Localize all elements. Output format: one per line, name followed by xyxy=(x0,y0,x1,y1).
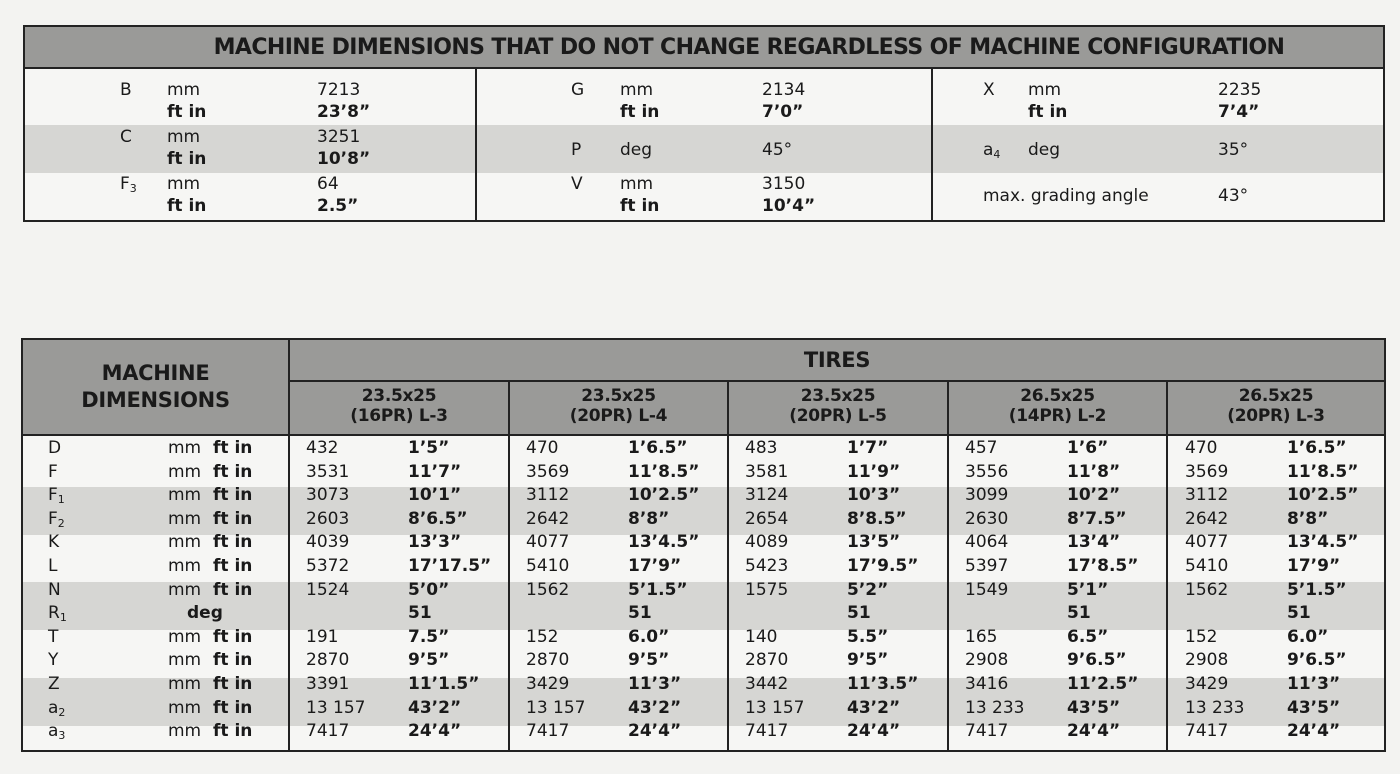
max-grading-angle-value: 43° xyxy=(1218,186,1249,206)
value-ftin: 6.5” xyxy=(1067,626,1109,647)
unit-mm: mm xyxy=(167,127,201,147)
value-mm: 2870 xyxy=(526,650,570,671)
value-mm: 432 xyxy=(306,438,339,458)
value-ftin: 10’2” xyxy=(1067,485,1121,506)
value-deg: 45° xyxy=(762,140,793,160)
unit-mm: mm xyxy=(168,579,202,600)
unit-ftin: ft in xyxy=(213,721,253,742)
unit-ftin: ft in xyxy=(167,196,207,216)
dimension-symbol: $a_2$ xyxy=(48,697,66,719)
value-ftin: 17’9” xyxy=(1287,556,1341,576)
column-divider xyxy=(1166,382,1168,750)
value-mm: 7417 xyxy=(526,721,570,742)
value-mm: 5397 xyxy=(965,556,1009,576)
value-mm: 4077 xyxy=(1185,532,1229,553)
value-ftin: 11’3” xyxy=(1287,674,1341,694)
value-ftin: 5’1.5” xyxy=(628,579,688,600)
column-divider xyxy=(727,382,729,750)
value-ftin: 11’8.5” xyxy=(1287,461,1359,482)
unit-ftin: ft in xyxy=(213,532,253,553)
value-ftin: 6.0” xyxy=(1287,626,1329,647)
tire-header-5: 26.5x25 (20PR) L-3 xyxy=(1227,386,1325,426)
value-mm: 2870 xyxy=(306,650,350,671)
value-ftin: 1’5” xyxy=(408,438,450,458)
value-mm: 3429 xyxy=(526,674,570,694)
max-grading-angle-label: max. grading angle xyxy=(983,186,1149,206)
value-mm: 4039 xyxy=(306,532,350,553)
unit-mm: mm xyxy=(167,80,201,100)
value-mm: 3251 xyxy=(317,127,361,147)
unit-mm: mm xyxy=(168,697,202,718)
unit-mm: mm xyxy=(620,80,654,100)
value-ftin: 43’2” xyxy=(628,697,682,718)
value-mm: 3531 xyxy=(306,461,350,482)
value-mm: 2654 xyxy=(745,508,789,529)
value-ftin: 11’8” xyxy=(1067,461,1121,482)
unit-mm: mm xyxy=(168,721,202,742)
value-mm: 140 xyxy=(745,626,778,647)
value-ftin: 11’1.5” xyxy=(408,674,480,694)
dimension-symbol: Z xyxy=(48,674,60,694)
unit-mm: mm xyxy=(168,626,202,647)
unit-mm: mm xyxy=(620,174,654,194)
value-mm: 3391 xyxy=(306,674,350,694)
value-mm: 13 233 xyxy=(965,697,1025,718)
value-ftin: 10’2.5” xyxy=(628,485,700,506)
dimension-symbol: $a_3$ xyxy=(48,721,66,743)
value-ftin: 10’1” xyxy=(408,485,462,506)
symbol: G xyxy=(571,80,585,100)
unit-ftin: ft in xyxy=(213,697,253,718)
dimension-symbol: L xyxy=(48,556,58,576)
value-ftin: 51 xyxy=(628,603,652,624)
value-ftin: 51 xyxy=(1067,603,1091,624)
value-mm: 7213 xyxy=(317,80,361,100)
value-ftin: 17’17.5” xyxy=(408,556,492,576)
value-mm: 13 157 xyxy=(526,697,586,718)
value-ftin: 11’7” xyxy=(408,461,462,482)
value-mm: 3429 xyxy=(1185,674,1229,694)
value-ftin: 10’2.5” xyxy=(1287,485,1359,506)
value-mm: 3556 xyxy=(965,461,1009,482)
value-ftin: 17’9.5” xyxy=(847,556,919,576)
value-ftin: 7’4” xyxy=(1218,102,1260,122)
value-ftin: 1’6.5” xyxy=(1287,438,1347,458)
value-ftin: 9’6.5” xyxy=(1287,650,1347,671)
value-mm: 7417 xyxy=(965,721,1009,742)
value-mm: 3416 xyxy=(965,674,1009,694)
value-ftin: 43’2” xyxy=(847,697,901,718)
value-ftin: 7.5” xyxy=(408,626,450,647)
value-ftin: 51 xyxy=(847,603,871,624)
value-ftin: 11’3.5” xyxy=(847,674,919,694)
value-ftin: 7’0” xyxy=(762,102,804,122)
value-mm: 2870 xyxy=(745,650,789,671)
column-divider xyxy=(947,382,949,750)
value-ftin: 9’5” xyxy=(628,650,670,671)
column-divider xyxy=(931,69,933,222)
value-ftin: 11’8.5” xyxy=(628,461,700,482)
value-ftin: 43’5” xyxy=(1287,697,1341,718)
value-mm: 3112 xyxy=(526,485,570,506)
value-mm: 470 xyxy=(526,438,559,458)
value-ftin: 8’8” xyxy=(1287,508,1329,529)
dimension-symbol: Y xyxy=(48,650,59,671)
unit-mm: mm xyxy=(168,485,202,506)
value-mm: 457 xyxy=(965,438,998,458)
value-ftin: 13’4.5” xyxy=(628,532,700,553)
value-ftin: 13’4.5” xyxy=(1287,532,1359,553)
value-ftin: 10’8” xyxy=(317,149,371,169)
value-ftin: 5’2” xyxy=(847,579,889,600)
symbol: V xyxy=(571,174,583,194)
column-divider xyxy=(475,69,477,222)
row-shading xyxy=(25,125,1383,173)
unit-ftin: ft in xyxy=(167,102,207,122)
unit-ftin: ft in xyxy=(213,626,253,647)
unit-ftin: ft in xyxy=(213,579,253,600)
unit-deg: deg xyxy=(187,603,223,624)
unit-ftin: ft in xyxy=(213,508,253,529)
value-ftin: 23’8” xyxy=(317,102,371,122)
unit-mm: mm xyxy=(1028,80,1062,100)
symbol: C xyxy=(120,127,132,147)
unit-ftin: ft in xyxy=(213,438,253,458)
value-mm: 483 xyxy=(745,438,778,458)
value-mm: 5410 xyxy=(1185,556,1229,576)
value-ftin: 51 xyxy=(1287,603,1311,624)
value-mm: 2908 xyxy=(1185,650,1229,671)
value-mm: 4077 xyxy=(526,532,570,553)
unit-ftin: ft in xyxy=(213,556,253,576)
value-mm: 1575 xyxy=(745,579,789,600)
dimension-symbol: N xyxy=(48,579,61,600)
value-ftin: 5’0” xyxy=(408,579,450,600)
value-ftin: 11’9” xyxy=(847,461,901,482)
tires-group-header xyxy=(290,340,1384,380)
value-mm: 1524 xyxy=(306,579,350,600)
value-mm: 152 xyxy=(1185,626,1218,647)
value-ftin: 10’3” xyxy=(847,485,901,506)
value-ftin: 13’3” xyxy=(408,532,462,553)
value-ftin: 24’4” xyxy=(847,721,901,742)
value-mm: 2235 xyxy=(1218,80,1262,100)
value-mm: 3073 xyxy=(306,485,350,506)
value-ftin: 17’8.5” xyxy=(1067,556,1139,576)
tire-header-1: 23.5x25 (16PR) L-3 xyxy=(350,386,448,426)
value-ftin: 8’8.5” xyxy=(847,508,907,529)
value-ftin: 9’6.5” xyxy=(1067,650,1127,671)
dimension-symbol: D xyxy=(48,438,62,458)
unit-ftin: ft in xyxy=(213,650,253,671)
value-ftin: 43’2” xyxy=(408,697,462,718)
tire-dimensions-table xyxy=(21,338,1386,752)
unit-ftin: ft in xyxy=(167,149,207,169)
value-mm: 13 157 xyxy=(745,697,805,718)
dimension-symbol: $F_1$ xyxy=(48,485,65,507)
value-mm: 2603 xyxy=(306,508,350,529)
dimension-symbol: $R_1$ xyxy=(48,603,67,625)
unit-deg: deg xyxy=(1028,140,1061,160)
value-ftin: 24’4” xyxy=(408,721,462,742)
machine-dimensions-header: MACHINE DIMENSIONS xyxy=(81,361,230,412)
unit-mm: mm xyxy=(168,650,202,671)
value-mm: 2642 xyxy=(526,508,570,529)
value-mm: 2134 xyxy=(762,80,806,100)
value-mm: 3581 xyxy=(745,461,789,482)
value-mm: 4089 xyxy=(745,532,789,553)
value-ftin: 43’5” xyxy=(1067,697,1121,718)
value-mm: 1562 xyxy=(526,579,570,600)
value-ftin: 8’8” xyxy=(628,508,670,529)
symbol: $a_4$ xyxy=(983,140,1001,161)
value-ftin: 8’7.5” xyxy=(1067,508,1127,529)
value-mm: 3124 xyxy=(745,485,789,506)
tires-header: TIRES xyxy=(803,348,871,372)
value-mm: 7417 xyxy=(745,721,789,742)
value-mm: 1549 xyxy=(965,579,1009,600)
dimension-symbol: $F_2$ xyxy=(48,508,65,530)
value-mm: 7417 xyxy=(306,721,350,742)
table-title: MACHINE DIMENSIONS THAT DO NOT CHANGE REGARDLESS OF MACHINE CONFIGURATION xyxy=(25,27,1383,69)
tire-header-3: 23.5x25 (20PR) L-5 xyxy=(789,386,887,426)
value-ftin: 11’2.5” xyxy=(1067,674,1139,694)
unit-ftin: ft in xyxy=(620,102,660,122)
value-ftin: 8’6.5” xyxy=(408,508,468,529)
dimension-symbol: T xyxy=(48,626,59,647)
value-ftin: 24’4” xyxy=(1067,721,1121,742)
value-mm: 7417 xyxy=(1185,721,1229,742)
value-ftin: 17’9” xyxy=(628,556,682,576)
tire-header-2: 23.5x25 (20PR) L-4 xyxy=(569,386,668,426)
value-mm: 5410 xyxy=(526,556,570,576)
tire-header-4: 26.5x25 (14PR) L-2 xyxy=(1008,386,1107,426)
unit-ftin: ft in xyxy=(213,461,253,482)
unit-mm: mm xyxy=(167,174,201,194)
symbol: B xyxy=(120,80,132,100)
value-mm: 3099 xyxy=(965,485,1009,506)
value-ftin: 5’1” xyxy=(1067,579,1109,600)
value-ftin: 2.5” xyxy=(317,196,359,216)
value-ftin: 1’6.5” xyxy=(628,438,688,458)
value-ftin: 9’5” xyxy=(408,650,450,671)
value-mm: 3569 xyxy=(1185,461,1229,482)
unit-mm: mm xyxy=(168,508,202,529)
value-mm: 2630 xyxy=(965,508,1009,529)
value-ftin: 51 xyxy=(408,603,432,624)
fixed-dimensions-table xyxy=(23,25,1385,222)
value-ftin: 5’1.5” xyxy=(1287,579,1347,600)
column-divider xyxy=(508,382,510,750)
dimension-symbol: K xyxy=(48,532,60,553)
value-mm: 5372 xyxy=(306,556,350,576)
value-mm: 13 157 xyxy=(306,697,366,718)
row-header-cell xyxy=(23,340,288,434)
value-mm: 2908 xyxy=(965,650,1009,671)
value-ftin: 6.0” xyxy=(628,626,670,647)
unit-ftin: ft in xyxy=(213,485,253,506)
value-mm: 5423 xyxy=(745,556,789,576)
value-ftin: 24’4” xyxy=(1287,721,1341,742)
unit-mm: mm xyxy=(168,556,202,576)
unit-deg: deg xyxy=(620,140,653,160)
value-ftin: 10’4” xyxy=(762,196,816,216)
unit-mm: mm xyxy=(168,461,202,482)
value-ftin: 13’4” xyxy=(1067,532,1121,553)
value-mm: 3150 xyxy=(762,174,806,194)
symbol: P xyxy=(571,140,582,160)
symbol: $F_3$ xyxy=(120,174,137,195)
value-mm: 64 xyxy=(317,174,339,194)
unit-mm: mm xyxy=(168,532,202,553)
value-mm: 3112 xyxy=(1185,485,1229,506)
unit-ftin: ft in xyxy=(1028,102,1068,122)
value-ftin: 1’7” xyxy=(847,438,889,458)
value-ftin: 1’6” xyxy=(1067,438,1109,458)
value-mm: 152 xyxy=(526,626,559,647)
value-mm: 165 xyxy=(965,626,998,647)
value-ftin: 13’5” xyxy=(847,532,901,553)
value-mm: 3569 xyxy=(526,461,570,482)
divider xyxy=(23,434,1384,436)
value-ftin: 11’3” xyxy=(628,674,682,694)
value-mm: 3442 xyxy=(745,674,789,694)
value-ftin: 24’4” xyxy=(628,721,682,742)
value-mm: 2642 xyxy=(1185,508,1229,529)
value-ftin: 5.5” xyxy=(847,626,889,647)
value-mm: 13 233 xyxy=(1185,697,1245,718)
value-ftin: 9’5” xyxy=(847,650,889,671)
unit-mm: mm xyxy=(168,674,202,694)
symbol: X xyxy=(983,80,995,100)
value-mm: 470 xyxy=(1185,438,1218,458)
value-mm: 1562 xyxy=(1185,579,1229,600)
value-deg: 35° xyxy=(1218,140,1249,160)
value-mm: 4064 xyxy=(965,532,1009,553)
value-mm: 191 xyxy=(306,626,339,647)
dimension-symbol: F xyxy=(48,461,58,482)
unit-mm: mm xyxy=(168,438,202,458)
unit-ftin: ft in xyxy=(213,674,253,694)
unit-ftin: ft in xyxy=(620,196,660,216)
